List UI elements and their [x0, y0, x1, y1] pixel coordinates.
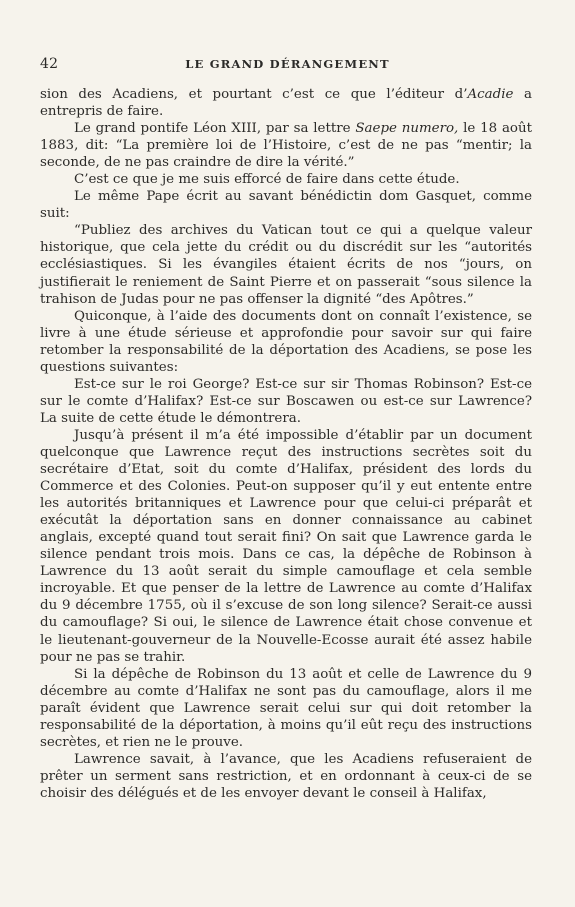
text-run: le 18 août 1883, dit: “La première loi de l’Histoire, c’est de ne pas “mentir; la seconde, de ne pas craindre de dire la vérité.”	[40, 121, 532, 171]
text-run: Si la dépêche de Robinson du 13 août et celle de Lawrence du 9 décembre au comte d’Halifax ne sont pas du camouflage, alors il me paraît évident que Lawrence serait celui sur qui doit retomber la responsabilité de la déportation, à moins qu’il eût reçu des instructions secrètes, et rien ne le prouve.	[40, 666, 532, 750]
italic-text: Acadie	[467, 87, 514, 102]
paragraph	[40, 427, 532, 666]
paragraph	[40, 376, 532, 427]
paragraph	[40, 222, 532, 307]
text-run: Le même Pape écrit au savant bénédictin dom Gasquet, comme suit:	[40, 189, 532, 222]
paragraph	[40, 171, 532, 188]
running-head: LE GRAND DÉRANGEMENT	[185, 57, 390, 71]
italic-text: Saepe numero,	[355, 121, 459, 137]
text-run: Jusqu’à présent il m’a été impossible d’établir par un document quelconque que Lawrence reçut des instructions secrètes soit du secrétaire d’Etat, soit du comte d’Halifax, président des lords du Commerce et des Colonies. Peut-on supposer qu’il y eut entente entre les autorités britanniques et Lawrence pour que celui-ci préparât et exécutât la déportation sans en donner connaissance au cabinet anglais, excepté quand tout serait fini? On sait que Lawrence garda le silence pendant trois mois. Dans ce cas, la dépêche de Robinson à Lawrence du 13 août serait du simple camouflage et cela semble incroyable. Et que penser de la lettre de Lawrence au comte d’Halifax du 9 décembre 1755, où il s’excuse de son long silence? Serait-ce aussi du camouflage? Si oui, le silence de Lawrence était chose convenue et le lieutenant-gouverneur de la Nouvelle-Ecosse aurait été assez habile pour ne pas se trahir.	[40, 427, 532, 665]
paragraph	[40, 666, 532, 751]
text-run: Le grand pontife Léon XIII, par sa lettre	[74, 121, 356, 137]
text-run: Quiconque, à l’aide des documents dont on connaît l’existence, se livre à une étude sérieuse et approfondie pour savoir sur qui faire retomber la responsabilité de la déportation des Acadiens, se pose les questions suivantes:	[40, 308, 532, 375]
text-run: C’est ce que je me suis efforcé de faire dans cette étude.	[74, 172, 460, 188]
text-run: Lawrence savait, à l’avance, que les Acadiens refuseraient de prêter un serment sans restriction, et en ordonnant à ceux-ci de se choisir des délégués et de les envoyer devant le conseil à Halifax,	[40, 751, 532, 801]
paragraph	[40, 86, 532, 120]
text-run: Est-ce sur le roi George? Est-ce sur sir Thomas Robinson? Est-ce sur le comte d’Halifax? Est-ce sur Boscawen ou est-ce sur Lawrence? La suite de cette étude le démontrera.	[40, 376, 532, 426]
text-run: “Publiez des archives du Vatican tout ce qui a quelque valeur historique, que cela jette du crédit ou du discrédit sur les “autorités ecclésiastiques. Si les évangiles étaient écrits de nos “jours, on justifierait le reniement de Saint Pierre et on passerait “sous silence la trahison de Judas pour ne pas offenser la dignité “des Apôtres.”	[40, 223, 532, 307]
paragraph	[40, 120, 532, 171]
body-text	[40, 86, 532, 802]
text-run: sion des Acadiens, et pourtant c’est ce que l’éditeur d’	[40, 87, 468, 102]
page-header	[40, 56, 535, 74]
paragraph	[40, 751, 532, 802]
paragraph	[40, 188, 532, 222]
paragraph	[40, 308, 532, 376]
page-number: 42	[40, 56, 59, 72]
text-run: a entrepris de faire.	[40, 87, 532, 120]
